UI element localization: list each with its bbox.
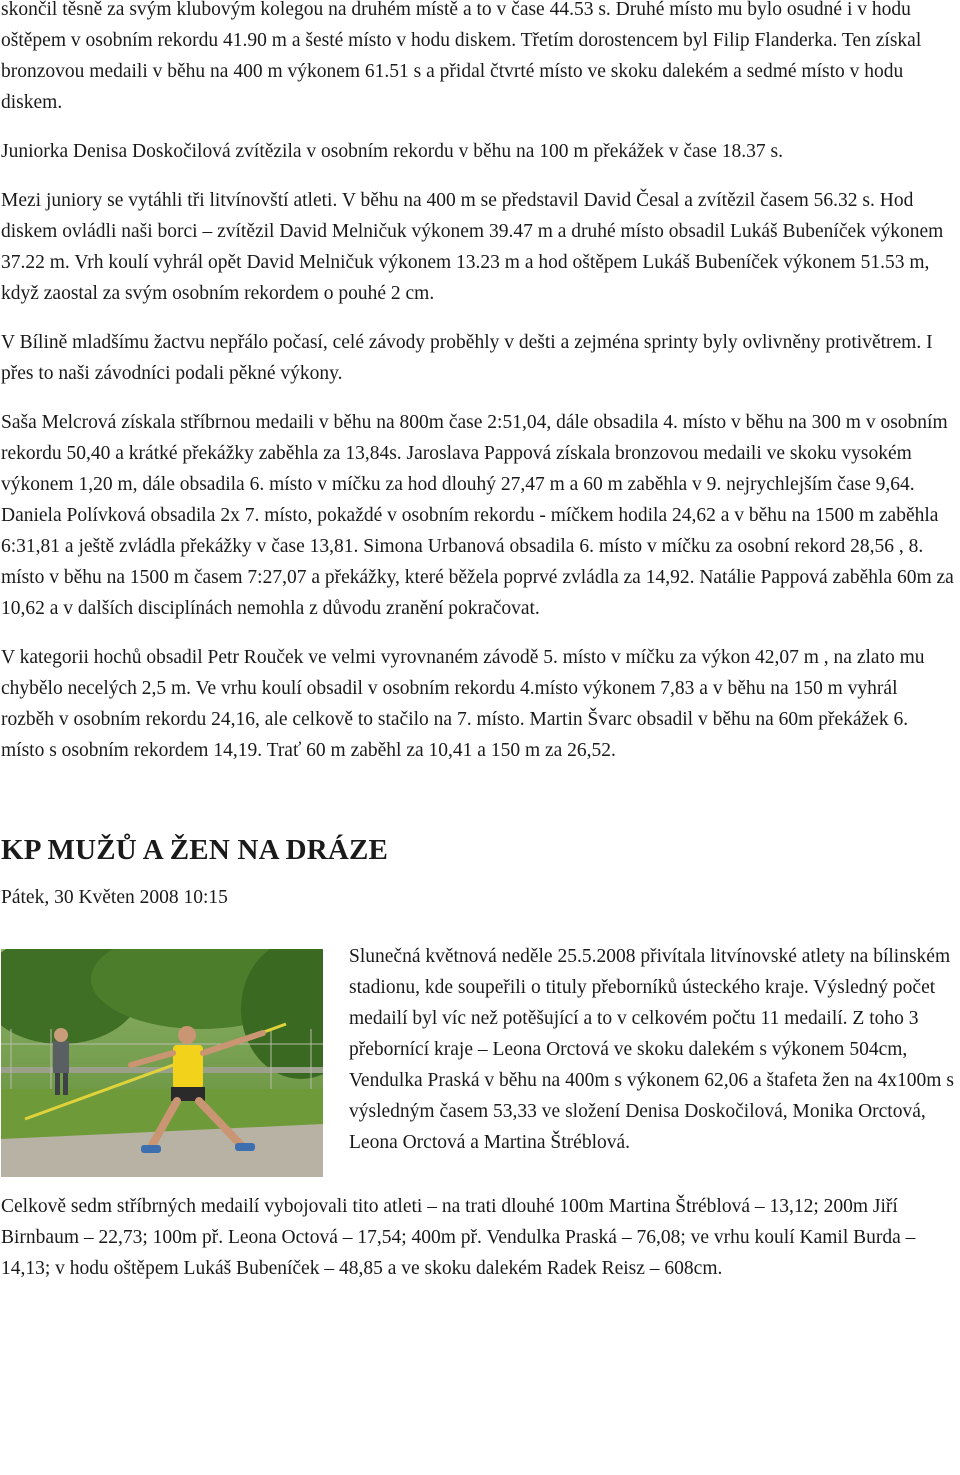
article-body — [1, 941, 954, 1177]
paragraph-juniors-continued: skončil těsně za svým klubovým kolegou na druhém místě a to v čase 44.53 s. Druhé místo mu bylo osudné i v hodu oštěpem v osobním rekordu 41.90 m a šesté místo v hodu diskem. Třetím dorostencem byl Filip Flanderka. Ten získal bronzovou medaili v běhu na 400 m výkonem 61.51 s a přidal čtvrté místo ve skoku dalekém a sedmé místo v hodu diskem. — [1, 0, 922, 113]
paragraph-doskocilova: Juniorka Denisa Doskočilová zvítězila v osobním rekordu v běhu na 100 m překážek v čase 18.37 s. — [1, 141, 783, 162]
paragraph-juniors: Mezi juniory se vytáhli tři litvínovští atleti. V běhu na 400 m se představil David Česal a zvítězil časem 56.32 s. Hod diskem ovládli naši borci – zvítězil David Melničuk výkonem 39.47 m a druhé místo obsadil Lukáš Bubeníček výkonem 37.22 m. Vrh koulí vyhrál opět David Melničuk výkonem 13.23 m a hod oštěpem Lukáš Bubeníček výkonem 51.53 m, když zaostal za svým osobním rekordem o pouhé 2 cm. — [1, 190, 944, 304]
article-intro-text: Slunečná květnová neděle 25.5.2008 přivítala litvínovské atlety na bílinském stadionu, kde soupeřili o tituly přeborníků ústeckého kraje. Výsledný počet medailí byl víc než potěšující a to v celkovém počtu 11 medailí. Z toho 3 přebornící kraje – Leona Orctová ve skoku dalekém s výkonem 504cm, Vendulka Praská v běhu na 400m s výkonem 62,06 a štafeta žen na 4x100m s výsledným časem 53,33 ve složení Denisa Doskočilová, Monika Orctová, Leona Orctová a Martina Štréblová. — [349, 946, 954, 1153]
article-heading: KP MUŽŮ A ŽEN NA DRÁZE — [1, 834, 389, 866]
article-date: Pátek, 30 Květen 2008 10:15 — [1, 887, 228, 908]
article-closing-paragraph: Celkově sedm stříbrných medailí vybojovali tito atleti – na trati dlouhé 100m Martina Štréblová – 13,12; 200m Jiří Birnbaum – 22,73; 100m př. Leona Octová – 17,54; 400m př. Vendulka Praská – 76,08; ve vrhu koulí Kamil Burda – 14,13; v hodu oštěpem Lukáš Bubeníček – 48,85 a ve skoku dalekém Radek Reisz – 608cm. — [1, 1196, 916, 1279]
paragraph-girls-results: Saša Melcrová získala stříbrnou medaili v běhu na 800m čase 2:51,04, dále obsadila 4. místo v běhu na 300 m v osobním rekordu 50,40 a krátké překážky zaběhla za 13,84s. Jaroslava Pappová získala bronzovou medaili ve skoku vysokém výkonem 1,20 m, dále obsadila 6. místo v míčku za hod dlouhý 27,47 m a 60 m zaběhla v 9. nejrychlejším čase 9,64. Daniela Polívková obsadila 2x 7. místo, pokaždé v osobním rekordu - míčkem hodila 24,62 a v běhu na 1500 m zaběhla 6:31,81 a ještě zvládla překážky v čase 13,81. Simona Urbanová obsadila 6. místo v míčku za osobní rekord 28,56 , 8. místo v běhu na 1500 m časem 7:27,07 a překážky, které běžela poprvé zvládla za 14,92. Natálie Pappová zaběhla 60m za 10,62 a v dalších disciplínách nemohla z důvodu zranění pokračovat. — [1, 412, 954, 619]
javelin-thrower-photo — [1, 949, 323, 1177]
paragraph-bilina: V Bílině mladšímu žactvu nepřálo počasí, celé závody proběhly v dešti a zejména sprinty byly ovlivněny protivětrem. I přes to naši závodníci podali pěkné výkony. — [1, 332, 933, 384]
paragraph-boys-results: V kategorii hochů obsadil Petr Rouček ve velmi vyrovnaném závodě 5. místo v míčku za výkon 42,07 m , na zlato mu chybělo necelých 2,5 m. Ve vrhu koulí obsadil v osobním rekordu 4.místo výkonem 7,83 a v běhu na 150 m vyhrál rozběh v osobním rekordu 24,16, ale celkově to stačilo na 7. místo. Martin Švarc obsadil v běhu na 60m překážek 6. místo s osobním rekordem 14,19. Trať 60 m zaběhl za 10,41 a 150 m za 26,52. — [1, 647, 925, 761]
